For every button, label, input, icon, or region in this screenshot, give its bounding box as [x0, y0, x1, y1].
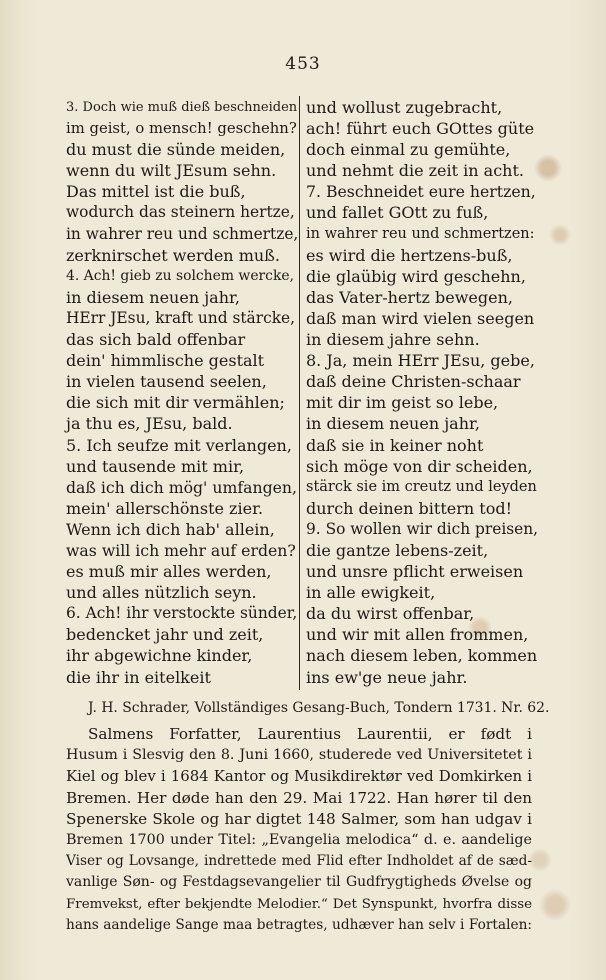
verse-line: 7. Beschneidet eure hertzen, — [306, 182, 536, 202]
paragraph-line: Fremvekst, efter bekjendte Melodier.“ Det Synspunkt, hvorfra disse — [66, 896, 532, 912]
verse-line: 6. Ach! ihr verstockte sünder, — [66, 604, 298, 623]
verse-line: ja thu es, JEsu, bald. — [66, 414, 233, 434]
verse-line: da du wirst offenbar, — [306, 604, 475, 624]
paragraph-line: Viser og Lovsange, indrettede med Flid efter Indholdet af de sæd- — [66, 853, 532, 870]
verse-line: doch einmal zu gemühte, — [306, 140, 511, 160]
paragraph-line: Kiel og blev i 1684 Kantor og Musikdirektør ved Domkirken i — [66, 767, 532, 786]
verse-line: daß man wird vielen seegen — [306, 308, 535, 328]
verse-line: Wenn ich dich hab' allein, — [66, 519, 275, 539]
verse-line: zerknirschet werden muß. — [66, 245, 280, 265]
verse-line: in wahrer reu und schmertzen: — [306, 225, 535, 242]
verse-line: du must die sünde meiden, — [66, 140, 286, 160]
verse-line: und alles nützlich seyn. — [66, 583, 257, 603]
verse-line: die gantze lebens-zeit, — [306, 540, 489, 560]
column-divider — [299, 96, 300, 690]
verse-line: bedencket jahr und zeit, — [66, 625, 264, 645]
verse-line: was will ich mehr auf erden? — [66, 540, 296, 560]
verse-line: sich möge von dir scheiden, — [306, 456, 533, 476]
verse-line: 4. Ach! gieb zu solchem wercke, — [66, 267, 295, 284]
page-number: 453 — [285, 54, 321, 74]
verse-line: in diesem jahre sehn. — [306, 330, 480, 350]
verse-line: und tausende mit mir, — [66, 456, 245, 476]
verse-line: und wir mit allen frommen, — [306, 625, 529, 645]
verse-line: und nehmt die zeit in acht. — [306, 161, 524, 181]
verse-line: mit dir im geist so lebe, — [306, 393, 499, 413]
verse-line: daß ich dich mög' umfangen, — [66, 477, 298, 497]
verse-line: 3. Doch wie muß dieß beschneiden — [66, 100, 298, 115]
verse-line: durch deinen bittern tod! — [306, 498, 512, 518]
verse-line: ins ew'ge neue jahr. — [306, 667, 468, 687]
verse-line: in alle ewigkeit, — [306, 583, 436, 603]
verse-line: ihr abgewichne kinder, — [66, 646, 253, 666]
paragraph-line: Bremen 1700 under Titel: „Evangelia melodica“ d. e. aandelige — [66, 832, 532, 849]
hymn-column-right — [306, 97, 539, 688]
verse-line: ach! führt euch GOttes güte — [306, 119, 535, 139]
verse-line: HErr JEsu, kraft und stärcke, — [66, 308, 296, 327]
verse-line: die ihr in eitelkeit — [66, 667, 211, 687]
verse-line: daß sie in keiner noht — [306, 435, 484, 455]
verse-line: wenn du wilt JEsum sehn. — [66, 161, 277, 181]
verse-line: nach diesem leben, kommen — [306, 646, 538, 666]
verse-line: die glaübig wird geschehn, — [306, 266, 526, 286]
verse-line: wodurch das steinern hertze, — [66, 203, 295, 222]
verse-line: 5. Ich seufze mit verlangen, — [66, 435, 292, 455]
paragraph-line: Spenerske Skole og har digtet 148 Salmer, som han udgav i — [66, 809, 532, 828]
paragraph-line: Husum i Slesvig den 8. Juni 1660, studerede ved Universitetet i — [66, 747, 532, 764]
verse-line: mein' allerschönste zier. — [66, 498, 264, 518]
hymn-column-left — [66, 97, 298, 688]
verse-line: und fallet GOtt zu fuß, — [306, 203, 489, 223]
verse-line: und wollust zugebracht, — [306, 98, 503, 117]
verse-line: in diesem neuen jahr, — [306, 414, 480, 434]
verse-line: stärck sie im creutz und leyden — [306, 478, 537, 495]
verse-line: dein' himmlische gestalt — [66, 351, 265, 371]
verse-line: das Vater-hertz bewegen, — [306, 287, 513, 307]
paragraph-line: vanlige Søn- og Festdagsevangelier til Gudfrygtigheds Øvelse og — [66, 874, 532, 891]
verse-line: 8. Ja, mein HErr JEsu, gebe, — [306, 351, 535, 371]
commentary-paragraph — [66, 724, 532, 936]
verse-line: und unsre pflicht erweisen — [306, 562, 524, 582]
verse-line: das sich bald offenbar — [66, 330, 246, 350]
paragraph-line: Bremen. Her døde han den 29. Mai 1722. Han hører til den — [66, 788, 532, 807]
verse-line: in wahrer reu und schmertze, — [66, 224, 299, 243]
verse-line: in diesem neuen jahr, — [66, 287, 240, 307]
verse-line: daß deine Christen-schaar — [306, 372, 521, 392]
verse-line: die sich mit dir vermählen; — [66, 393, 285, 413]
source-citation: J. H. Schrader, Vollständiges Gesang-Buch, Tondern 1731. Nr. 62. — [88, 700, 550, 716]
verse-line: 9. So wollen wir dich preisen, — [306, 519, 539, 538]
verse-line: im geist, o mensch! geschehn? — [66, 120, 297, 138]
verse-line: es muß mir alles werden, — [66, 562, 272, 582]
verse-line: in vielen tausend seelen, — [66, 372, 267, 392]
paragraph-line: Salmens Forfatter, Laurentius Laurentii, er født i — [88, 725, 532, 743]
verse-line: es wird die hertzens-buß, — [306, 245, 513, 265]
paragraph-line: hans aandelige Sange maa betragtes, udhæver han selv i Fortalen: — [66, 916, 532, 933]
verse-line: Das mittel ist die buß, — [66, 182, 246, 202]
